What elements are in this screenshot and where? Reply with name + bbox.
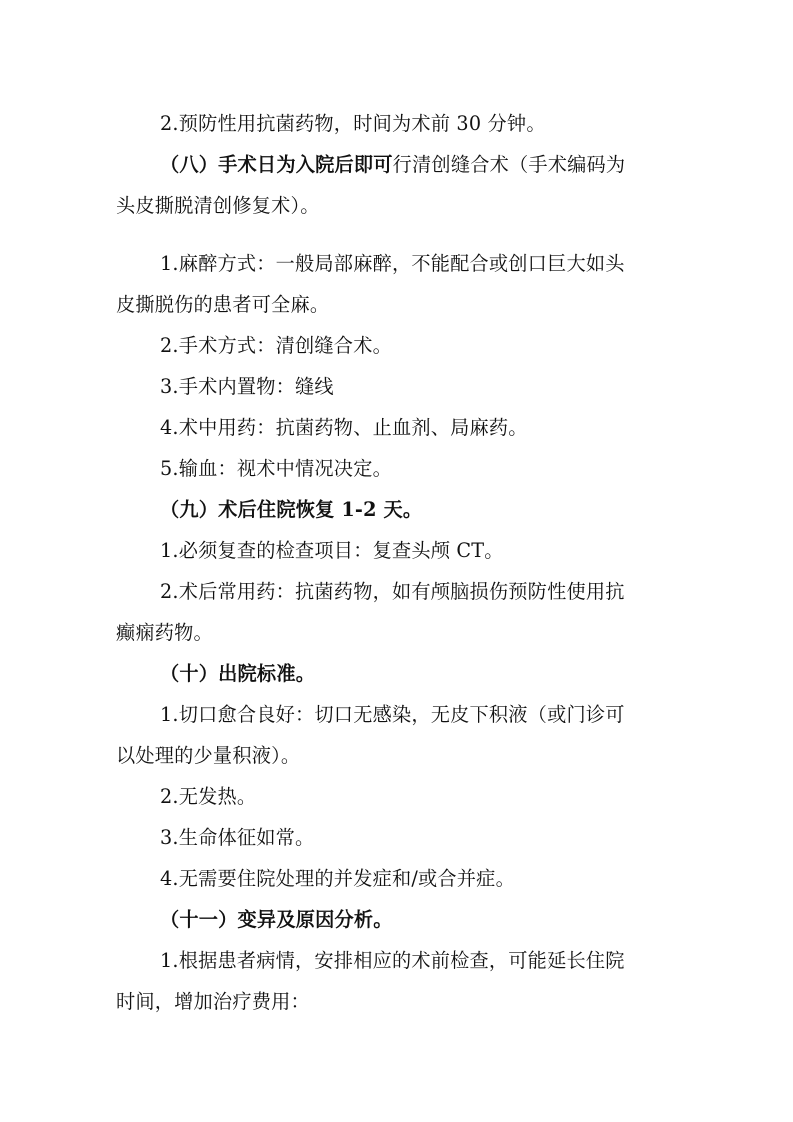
heading-variation-analysis bbox=[0, 900, 793, 940]
paragraph-no-fever bbox=[0, 777, 793, 817]
paragraph-intraop-medication bbox=[0, 408, 793, 448]
paragraph-anesthesia-cont bbox=[0, 285, 793, 325]
text-line: 时间，增加治疗费用： bbox=[116, 990, 310, 1013]
text-line: 2.无发热。 bbox=[160, 785, 257, 808]
text-line: 癫痫药物。 bbox=[116, 621, 213, 644]
text-line: 5.输血：视术中情况决定。 bbox=[160, 457, 392, 480]
text-line: 1.切口愈合良好：切口无感染，无皮下积液（或门诊可 bbox=[160, 703, 625, 726]
heading-label: （九）术后住院恢复 1-2 天。 bbox=[160, 498, 423, 521]
paragraph-no-complications bbox=[0, 859, 793, 899]
paragraph-variation-reason-cont bbox=[0, 982, 793, 1022]
paragraph-vital-signs bbox=[0, 818, 793, 858]
text-line: 皮撕脱伤的患者可全麻。 bbox=[116, 293, 330, 316]
paragraph-wound-healing-cont bbox=[0, 736, 793, 776]
heading-label: （十一）变异及原因分析。 bbox=[160, 908, 393, 931]
text-line: 2.术后常用药：抗菌药物，如有颅脑损伤预防性使用抗 bbox=[160, 580, 625, 603]
text-line: 1.必须复查的检查项目：复查头颅 CT。 bbox=[160, 539, 504, 562]
paragraph-implants bbox=[0, 367, 793, 407]
paragraph-surgery-method bbox=[0, 326, 793, 366]
heading-label: （八）手术日为入院后即可 bbox=[160, 153, 393, 176]
heading-continuation: 行清创缝合术（手术编码为 bbox=[392, 153, 626, 176]
text-line: 2.手术方式：清创缝合术。 bbox=[160, 334, 392, 357]
text-line: 1.麻醉方式：一般局部麻醉，不能配合或创口巨大如头 bbox=[160, 252, 625, 275]
heading-discharge-criteria bbox=[0, 654, 793, 694]
heading-surgery-day bbox=[0, 145, 793, 185]
paragraph-variation-reason bbox=[0, 941, 793, 981]
text-line: 3.手术内置物：缝线 bbox=[160, 375, 334, 398]
heading-postop-stay bbox=[0, 490, 793, 530]
paragraph-prophylactic-antibiotics bbox=[0, 104, 793, 144]
heading-label: （十）出院标准。 bbox=[160, 662, 316, 685]
text-line: 1.根据患者病情，安排相应的术前检查，可能延长住院 bbox=[160, 949, 625, 972]
heading-surgery-day-cont bbox=[0, 186, 793, 226]
text-line: 3.生命体征如常。 bbox=[160, 826, 315, 849]
text-line: 头皮撕脱清创修复术）。 bbox=[116, 194, 320, 217]
text-line: 2.预防性用抗菌药物，时间为术前 30 分钟。 bbox=[160, 112, 546, 135]
paragraph-anesthesia bbox=[0, 244, 793, 284]
text-line: 以处理的少量积液）。 bbox=[116, 744, 301, 767]
text-line: 4.术中用药：抗菌药物、止血剂、局麻药。 bbox=[160, 416, 528, 439]
text-line: 4.无需要住院处理的并发症和/或合并症。 bbox=[160, 867, 515, 890]
paragraph-required-recheck bbox=[0, 531, 793, 571]
paragraph-wound-healing bbox=[0, 695, 793, 735]
paragraph-postop-drugs-cont bbox=[0, 613, 793, 653]
paragraph-transfusion bbox=[0, 449, 793, 489]
paragraph-postop-drugs bbox=[0, 572, 793, 612]
